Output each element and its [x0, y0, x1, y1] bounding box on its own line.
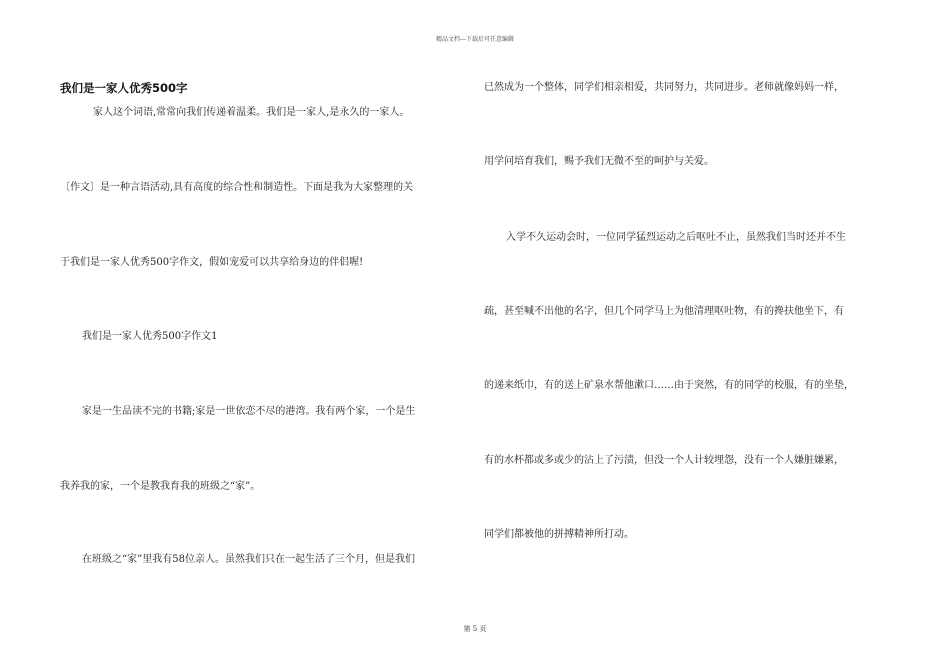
paragraph-line: 疏，甚至喊不出他的名字，但几个同学马上为他清理呕吐物，有的搀扶他坐下，有 [484, 306, 844, 317]
paragraph-line: 〔作文〕是一种言语活动,具有高度的综合性和制造性。下面是我为大家整理的关 [60, 182, 414, 193]
page-number: 第 5 页 [463, 625, 487, 633]
paragraph-line: 家人这个词语,常常向我们传递着温柔。我们是一家人,是永久的一家人。 [93, 107, 410, 118]
paragraph-line: 有的水杯都或多或少的沾上了污渍，但没一个人计较埋怨，没有一个人嫌脏嫌累， [484, 455, 844, 466]
paragraph-line: 入学不久运动会时，一位同学猛烈运动之后呕吐不止，虽然我们当时还并不生 [506, 232, 846, 243]
article-title: 我们是一家人优秀500字 [60, 81, 188, 95]
paragraph-line: 用学问培育我们，赐予我们无微不至的呵护与关爱。 [484, 156, 714, 167]
paragraph-line: 在班级之“家”里我有58位亲人。虽然我们只在一起生活了三个月，但是我们 [82, 554, 415, 565]
paragraph-line: 同学们都被他的拼搏精神所打动。 [484, 529, 634, 540]
paragraph-line: 的递来纸巾，有的送上矿泉水帮他漱口……由于突然，有的同学的校服，有的坐垫， [484, 380, 854, 391]
page-header: 精品文档---下载后可任意编辑 [435, 36, 515, 43]
paragraph-line: 我养我的家，一个是教我育我的班级之“家”。 [60, 481, 261, 492]
section-heading: 我们是一家人优秀500字作文1 [82, 331, 218, 342]
paragraph-line: 已然成为一个整体，同学们相亲相爱，共同努力，共同进步。老师就像妈妈一样， [484, 82, 844, 93]
paragraph-line: 家是一生品读不完的书籍;家是一世依恋不尽的港湾。我有两个家，一个是生 [82, 406, 416, 417]
paragraph-line: 于我们是一家人优秀500字作文，假如宠爱可以共享给身边的伴侣喔! [60, 257, 364, 268]
